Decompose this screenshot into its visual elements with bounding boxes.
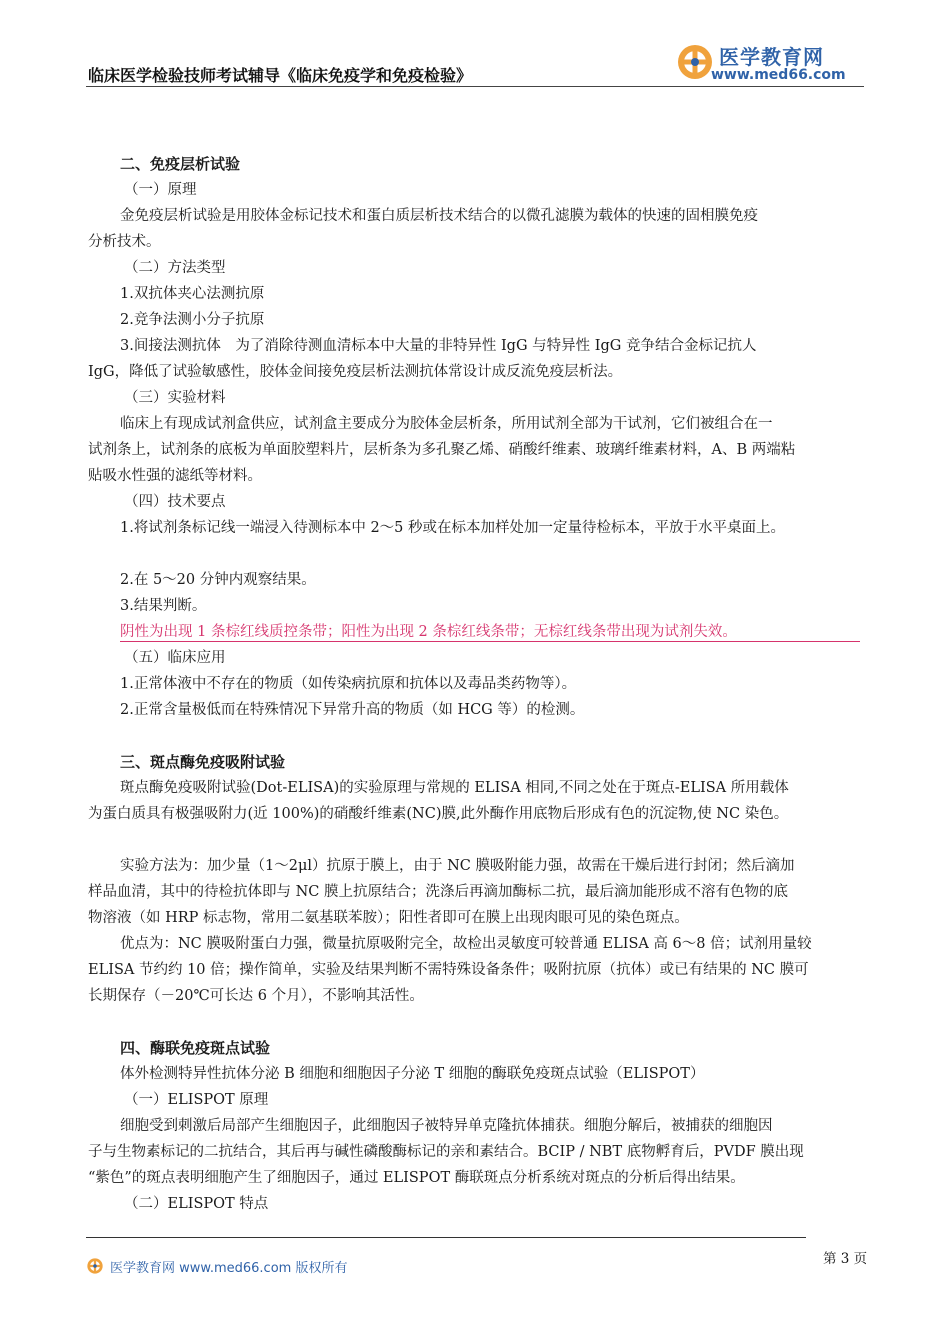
subheading-elispot-features: （二）ELISPOT 特点	[124, 1196, 269, 1212]
highlight-underline	[120, 641, 860, 642]
list-item: 2.正常含量极低而在特殊情况下异常升高的物质（如 HCG 等）的检测。	[120, 702, 585, 718]
logo-url: www.med66.com	[711, 67, 846, 83]
list-item: 2.竞争法测小分子抗原	[120, 312, 265, 328]
logo-name: 医学教育网	[719, 45, 824, 69]
paragraph-line: 为蛋白质具有极强吸附力(近 100%)的硝酸纤维素(NC)膜,此外酶作用底物后形成有色的沉淀物,使 NC 染色。	[88, 806, 789, 822]
page-number: 第 3 页	[823, 1251, 868, 1267]
paragraph-line: 子与生物素标记的二抗结合，其后再与碱性磷酸酶标记的亲和素结合。BCIP / NBT 底物孵育后，PVDF 膜出现	[88, 1144, 804, 1160]
list-item: 1.正常体液中不存在的物质（如传染病抗原和抗体以及毒品类药物等）。	[120, 676, 577, 692]
list-item: 2.在 5～20 分钟内观察结果。	[120, 572, 316, 588]
paragraph-line: IgG，降低了试验敏感性，胶体金间接免疫层析法测抗体常设计成反流免疫层析法。	[88, 364, 623, 380]
list-item: 3.结果判断。	[120, 598, 207, 614]
paragraph-line: 试剂条上，试剂条的底板为单面胶塑料片，层析条为多孔聚乙烯、硝酸纤维素、玻璃纤维素材料，A、B 两端粘	[88, 442, 796, 458]
list-item: 1.双抗体夹心法测抗原	[120, 286, 265, 302]
paragraph-line: 斑点酶免疫吸附试验(Dot-ELISA)的实验原理与常规的 ELISA 相同,不同之处在于斑点-ELISA 所用载体	[120, 780, 789, 796]
subheading-principle: （一）原理	[124, 182, 197, 198]
paragraph-line: 贴吸水性强的滤纸等材料。	[88, 468, 262, 484]
section-heading-2: 二、免疫层析试验	[120, 155, 241, 173]
footer-divider	[86, 1237, 806, 1238]
subheading-elispot-principle: （一）ELISPOT 原理	[124, 1092, 269, 1108]
subheading-key-points: （四）技术要点	[124, 494, 226, 510]
logo-emblem-icon	[675, 42, 715, 82]
footer-logo-icon	[86, 1257, 104, 1275]
subheading-clinical-use: （五）临床应用	[124, 650, 226, 666]
highlighted-result-note: 阴性为出现 1 条棕红线质控条带；阳性为出现 2 条棕红线条带；无棕红线条带出现为试剂失效。	[120, 624, 737, 640]
paragraph-line: 分析技术。	[88, 234, 161, 250]
paragraph-line: ELISA 节约约 10 倍；操作简单，实验及结果判断不需特殊设备条件；吸附抗原（抗体）或已有结果的 NC 膜可	[88, 962, 809, 978]
list-item: 3.间接法测抗体 为了消除待测血清标本中大量的非特异性 IgG 与特异性 IgG 竞争结合金标记抗人	[120, 338, 757, 354]
paragraph-line: 临床上有现成试剂盒供应，试剂盒主要成分为胶体金层析条，所用试剂全部为干试剂，它们被组合在一	[120, 416, 773, 432]
paragraph-line: “紫色”的斑点表明细胞产生了细胞因子，通过 ELISPOT 酶联斑点分析系统对斑点的分析后得出结果。	[88, 1170, 745, 1186]
paragraph-line: 样品血清，其中的待检抗体即与 NC 膜上抗原结合；洗涤后再滴加酶标二抗，最后滴加能形成不溶有色物的底	[88, 884, 788, 900]
header-divider	[86, 86, 864, 87]
subheading-method-types: （二）方法类型	[124, 260, 226, 276]
paragraph-line: 长期保存（－20℃可长达 6 个月），不影响其活性。	[88, 988, 424, 1004]
paragraph-line: 优点为：NC 膜吸附蛋白力强，微量抗原吸附完全，故检出灵敏度可较普通 ELISA 高 6～8 倍；试剂用量较	[120, 936, 812, 952]
footer-copyright[interactable]: 医学教育网 www.med66.com 版权所有	[110, 1261, 348, 1276]
section-heading-3: 三、斑点酶免疫吸附试验	[120, 753, 286, 771]
paragraph-line: 细胞受到刺激后局部产生细胞因子，此细胞因子被特异单克隆抗体捕获。细胞分解后，被捕获的细胞因	[120, 1118, 773, 1134]
subheading-materials: （三）实验材料	[124, 390, 226, 406]
paragraph-line: 物溶液（如 HRP 标志物，常用二氨基联苯胺）；阳性者即可在膜上出现肉眼可见的染色斑点。	[88, 910, 689, 926]
site-logo[interactable]	[671, 40, 861, 86]
paragraph-line: 体外检测特异性抗体分泌 B 细胞和细胞因子分泌 T 细胞的酶联免疫斑点试验（ELISPOT）	[120, 1066, 705, 1082]
section-heading-4: 四、酶联免疫斑点试验	[120, 1039, 271, 1057]
paragraph-line: 实验方法为：加少量（1～2μl）抗原于膜上，由于 NC 膜吸附能力强，故需在干燥后进行封闭；然后滴加	[120, 858, 795, 874]
paragraph-line: 金免疫层析试验是用胶体金标记技术和蛋白质层析技术结合的以微孔滤膜为载体的快速的固相膜免疫	[120, 208, 758, 224]
header-title: 临床医学检验技师考试辅导《临床免疫学和免疫检验》	[88, 66, 473, 85]
list-item: 1.将试剂条标记线一端浸入待测标本中 2～5 秒或在标本加样处加一定量待检标本，平放于水平桌面上。	[120, 520, 785, 536]
